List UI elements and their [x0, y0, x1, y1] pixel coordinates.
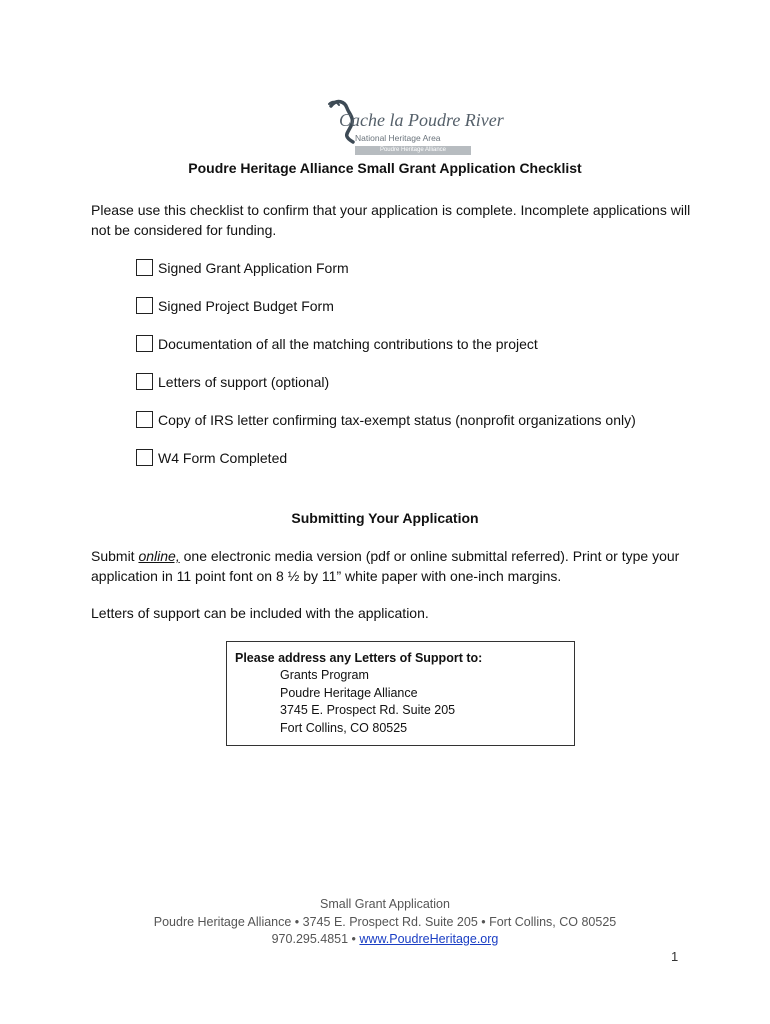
- footer-line-3: [0, 931, 770, 949]
- logo-title: Cache la Poudre River: [339, 110, 504, 130]
- page-title: Poudre Heritage Alliance Small Grant Application Checklist: [188, 160, 582, 176]
- checkbox[interactable]: [136, 449, 153, 466]
- section-heading: Submitting Your Application: [291, 510, 479, 526]
- logo-band: Poudre Heritage Alliance: [355, 146, 471, 155]
- submit-paragraph: [91, 546, 701, 586]
- checkbox[interactable]: [136, 411, 153, 428]
- checklist-item: [136, 259, 636, 297]
- checklist-item-label: Signed Project Budget Form: [158, 298, 334, 314]
- submit-prefix: Submit: [91, 548, 139, 564]
- checkbox[interactable]: [136, 335, 153, 352]
- checklist-item-label: Copy of IRS letter confirming tax-exempt status (nonprofit organizations only): [158, 412, 636, 428]
- footer-line-1: Small Grant Application: [320, 897, 450, 911]
- checklist-item: [136, 411, 636, 449]
- address-box: [226, 641, 575, 746]
- footer: [0, 896, 770, 949]
- footer-phone: 970.295.4851: [271, 932, 349, 946]
- checklist-item: [136, 297, 636, 335]
- address-line: 3745 E. Prospect Rd. Suite 205: [280, 703, 456, 717]
- address-lines: [235, 667, 566, 737]
- address-line: Grants Program: [280, 668, 369, 682]
- footer-separator: •: [348, 932, 360, 946]
- checklist-item: [136, 449, 636, 487]
- intro-paragraph: Please use this checklist to confirm that your application is complete. Incomplete applications will not be considered for funding.: [91, 202, 691, 238]
- logo: [325, 96, 504, 158]
- checklist-item-label: Signed Grant Application Form: [158, 260, 349, 276]
- online-link[interactable]: online,: [138, 548, 180, 564]
- address-box-heading: Please address any Letters of Support to:: [235, 651, 483, 665]
- address-line: Poudre Heritage Alliance: [280, 685, 418, 700]
- footer-line-2: Poudre Heritage Alliance • 3745 E. Prospect Rd. Suite 205 • Fort Collins, CO 80525: [153, 914, 617, 929]
- support-note: Letters of support can be included with the application.: [91, 605, 429, 621]
- logo-subtitle: National Heritage Area: [355, 133, 441, 143]
- checklist-item-label: Documentation of all the matching contributions to the project: [158, 336, 538, 352]
- checklist: [136, 259, 636, 487]
- checklist-item: [136, 373, 636, 411]
- website-link[interactable]: www.PoudreHeritage.org: [359, 932, 499, 946]
- checkbox[interactable]: [136, 297, 153, 314]
- page-number: 1: [671, 949, 679, 964]
- checkbox[interactable]: [136, 259, 153, 276]
- checkbox[interactable]: [136, 373, 153, 390]
- checklist-item-label: Letters of support (optional): [158, 374, 330, 390]
- address-line: Fort Collins, CO 80525: [280, 720, 408, 735]
- checklist-item-label: W4 Form Completed: [158, 450, 288, 466]
- submit-rest: one electronic media version (pdf or online submittal referred). Print or type your application in 11 point font on 8 ½ by 11” white paper with one-inch margins.: [91, 548, 680, 584]
- checklist-item: [136, 335, 636, 373]
